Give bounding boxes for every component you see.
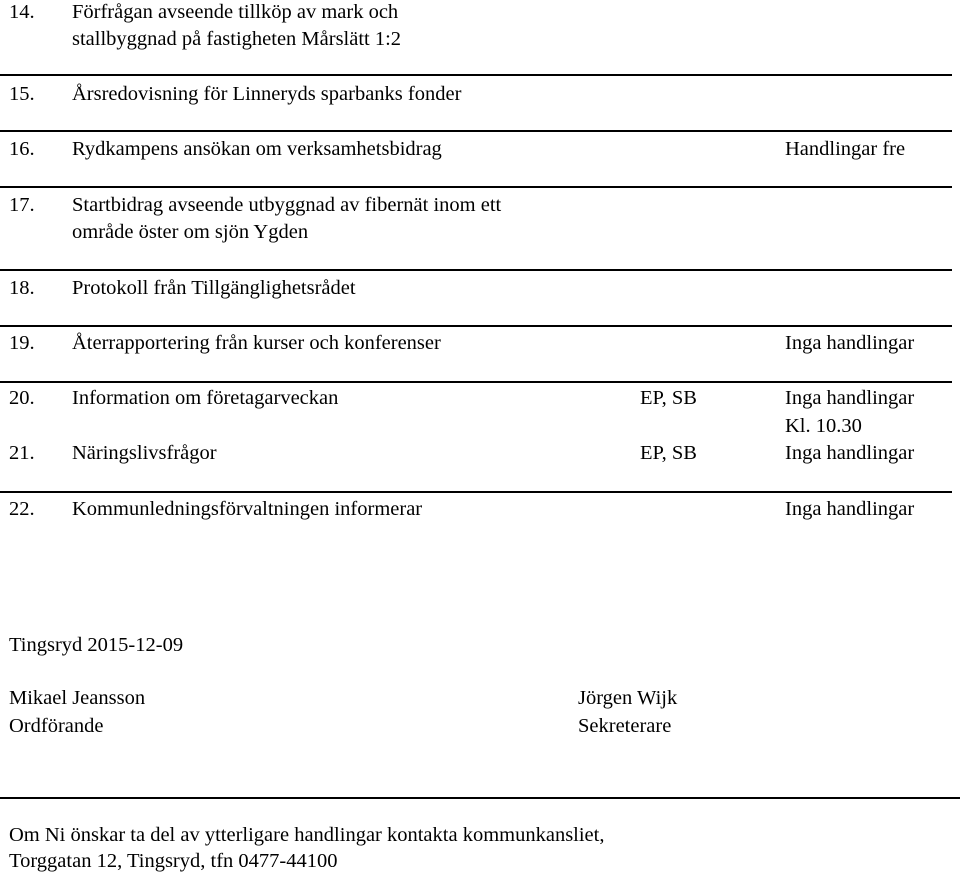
signatory-name: Mikael Jeansson [9,687,146,709]
agenda-item-time: Kl. 10.30 [785,415,862,437]
agenda-item-number: 15. [9,83,35,105]
agenda-item-number: 14. [9,1,35,23]
footer-divider [0,797,960,799]
signatory-role: Sekreterare [578,715,672,737]
agenda-item-title: Information om företagarveckan [72,387,339,409]
agenda-item-title: Protokoll från Tillgänglighetsrådet [72,277,356,299]
divider [0,186,952,188]
agenda-item-number: 16. [9,138,35,160]
agenda-item-title: Kommunledningsförvaltningen informerar [72,498,423,520]
agenda-item-number: 22. [9,498,35,520]
agenda-item-number: 19. [9,332,35,354]
footer-line: Om Ni önskar ta del av ytterligare handlingar kontakta kommunkansliet, [9,824,605,846]
place-date: Tingsryd 2015-12-09 [9,634,184,656]
agenda-item-title: Startbidrag avseende utbyggnad av fibernät inom ett [72,194,502,216]
agenda-item-title: stallbyggnad på fastigheten Mårslätt 1:2 [72,28,402,50]
agenda-item-documents: Handlingar fre [785,138,906,160]
agenda-item-title: Näringslivsfrågor [72,442,217,464]
agenda-item-title: Förfrågan avseende tillköp av mark och [72,1,399,23]
agenda-item-number: 18. [9,277,35,299]
signatory-name: Jörgen Wijk [578,687,678,709]
agenda-item-title: Årsredovisning för Linneryds sparbanks fonder [72,83,462,105]
agenda-item-documents: Inga handlingar [785,387,915,409]
agenda-item-documents: Inga handlingar [785,498,915,520]
agenda-item-title: Återrapportering från kurser och konferenser [72,332,441,354]
divider [0,74,952,76]
signatory-role: Ordförande [9,715,104,737]
agenda-item-presenter: EP, SB [640,442,697,464]
agenda-item-title: Rydkampens ansökan om verksamhetsbidrag [72,138,442,160]
footer-line: Torggatan 12, Tingsryd, tfn 0477-44100 [9,850,338,872]
agenda-item-documents: Inga handlingar [785,332,915,354]
agenda-item-number: 21. [9,442,35,464]
divider [0,130,952,132]
divider [0,491,952,493]
agenda-item-number: 17. [9,194,35,216]
divider [0,325,952,327]
divider [0,269,952,271]
agenda-item-title: område öster om sjön Ygden [72,221,309,243]
agenda-item-number: 20. [9,387,35,409]
agenda-item-documents: Inga handlingar [785,442,915,464]
agenda-item-presenter: EP, SB [640,387,697,409]
divider [0,381,952,383]
